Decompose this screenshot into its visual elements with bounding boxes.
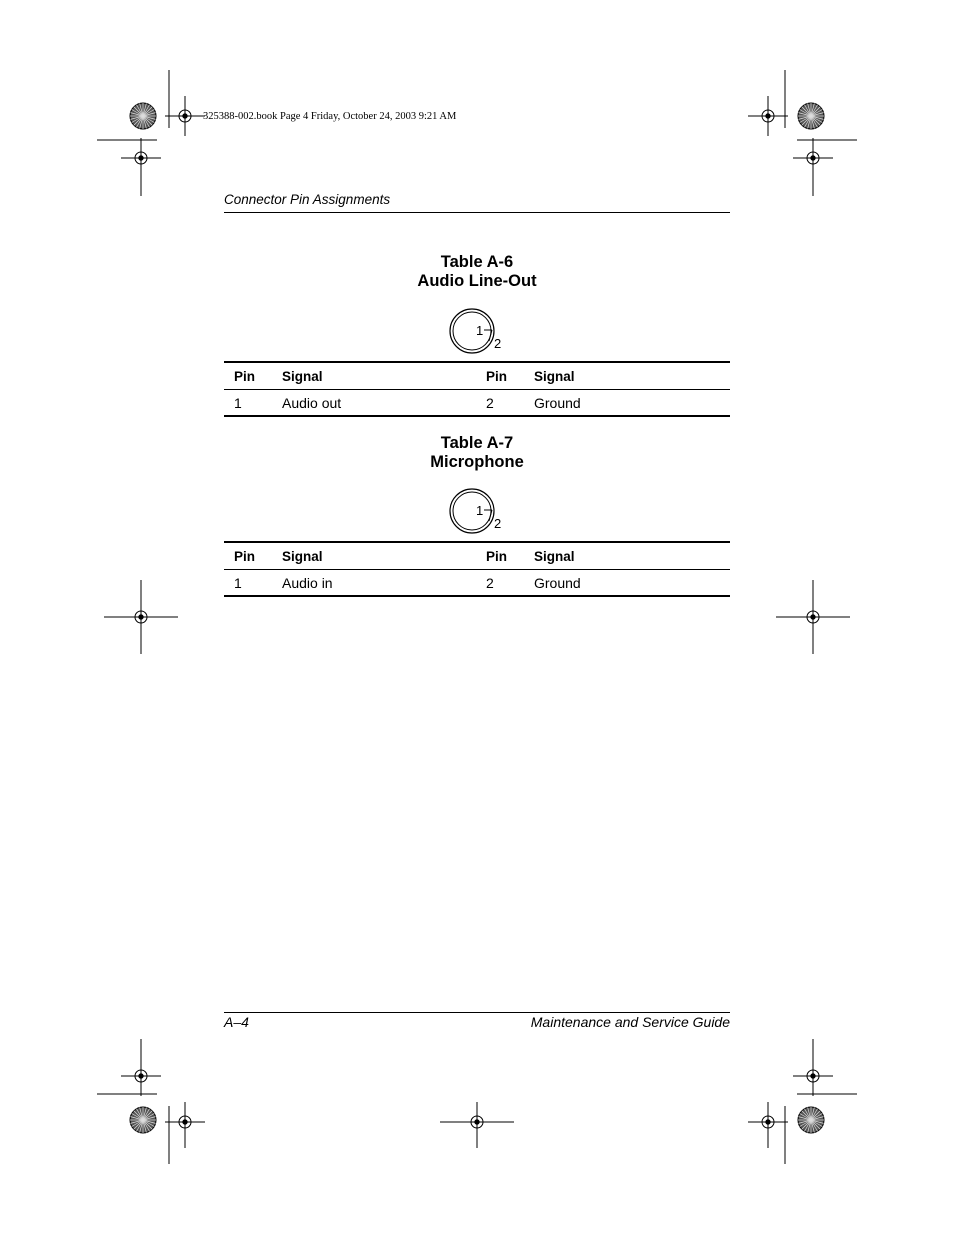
microphone-jack-diagram: [440, 488, 510, 536]
header-rule: [224, 212, 730, 213]
table-number: Table A-7: [440, 434, 514, 452]
starburst-mark-bottom-left: [130, 1107, 156, 1133]
table-cell: 2: [486, 394, 494, 411]
table-row: [224, 570, 730, 597]
print-slug: 325388-002.book Page 4 Friday, October 24, 2003 9:21 AM: [203, 111, 457, 122]
table-cell: Ground: [534, 394, 581, 411]
pin-label-2: 2: [494, 516, 502, 531]
running-head: Connector Pin Assignments: [224, 192, 391, 207]
table-title: Audio Line-Out: [417, 272, 537, 290]
table-caption-a7: [224, 434, 730, 472]
pin-label-1: 1: [476, 503, 484, 518]
audio-jack-diagram: [440, 308, 510, 356]
table-cell: Ground: [534, 574, 581, 591]
table-cell: 1: [234, 574, 242, 591]
starburst-mark-top-left: [130, 103, 156, 129]
table-cell: 2: [486, 574, 494, 591]
column-header: Signal: [534, 368, 575, 384]
table-row: [224, 390, 730, 417]
table-cell: Audio out: [282, 394, 342, 411]
table-cell: Audio in: [282, 574, 333, 591]
column-header: Signal: [282, 368, 323, 384]
page-number: A–4: [224, 1014, 249, 1030]
footer-rule: [224, 1012, 730, 1013]
pin-label-1: 1: [476, 323, 484, 338]
column-header: Pin: [234, 548, 256, 564]
pin-table-a7: [224, 541, 730, 597]
starburst-mark-bottom-right: [798, 1107, 824, 1133]
starburst-mark-top-right: [798, 103, 824, 129]
column-header: Signal: [534, 548, 575, 564]
column-header: Signal: [282, 548, 323, 564]
column-header: Pin: [234, 368, 256, 384]
table-caption-a6: [224, 253, 730, 291]
pin-table-a6: [224, 361, 730, 417]
table-header-row: [224, 542, 730, 570]
table-title: Microphone: [430, 453, 524, 471]
pin-label-2: 2: [494, 336, 502, 351]
table-header-row: [224, 362, 730, 390]
column-header: Pin: [486, 368, 508, 384]
column-header: Pin: [486, 548, 508, 564]
guide-title: Maintenance and Service Guide: [530, 1014, 730, 1030]
table-number: Table A-6: [440, 253, 514, 271]
table-cell: 1: [234, 394, 242, 411]
